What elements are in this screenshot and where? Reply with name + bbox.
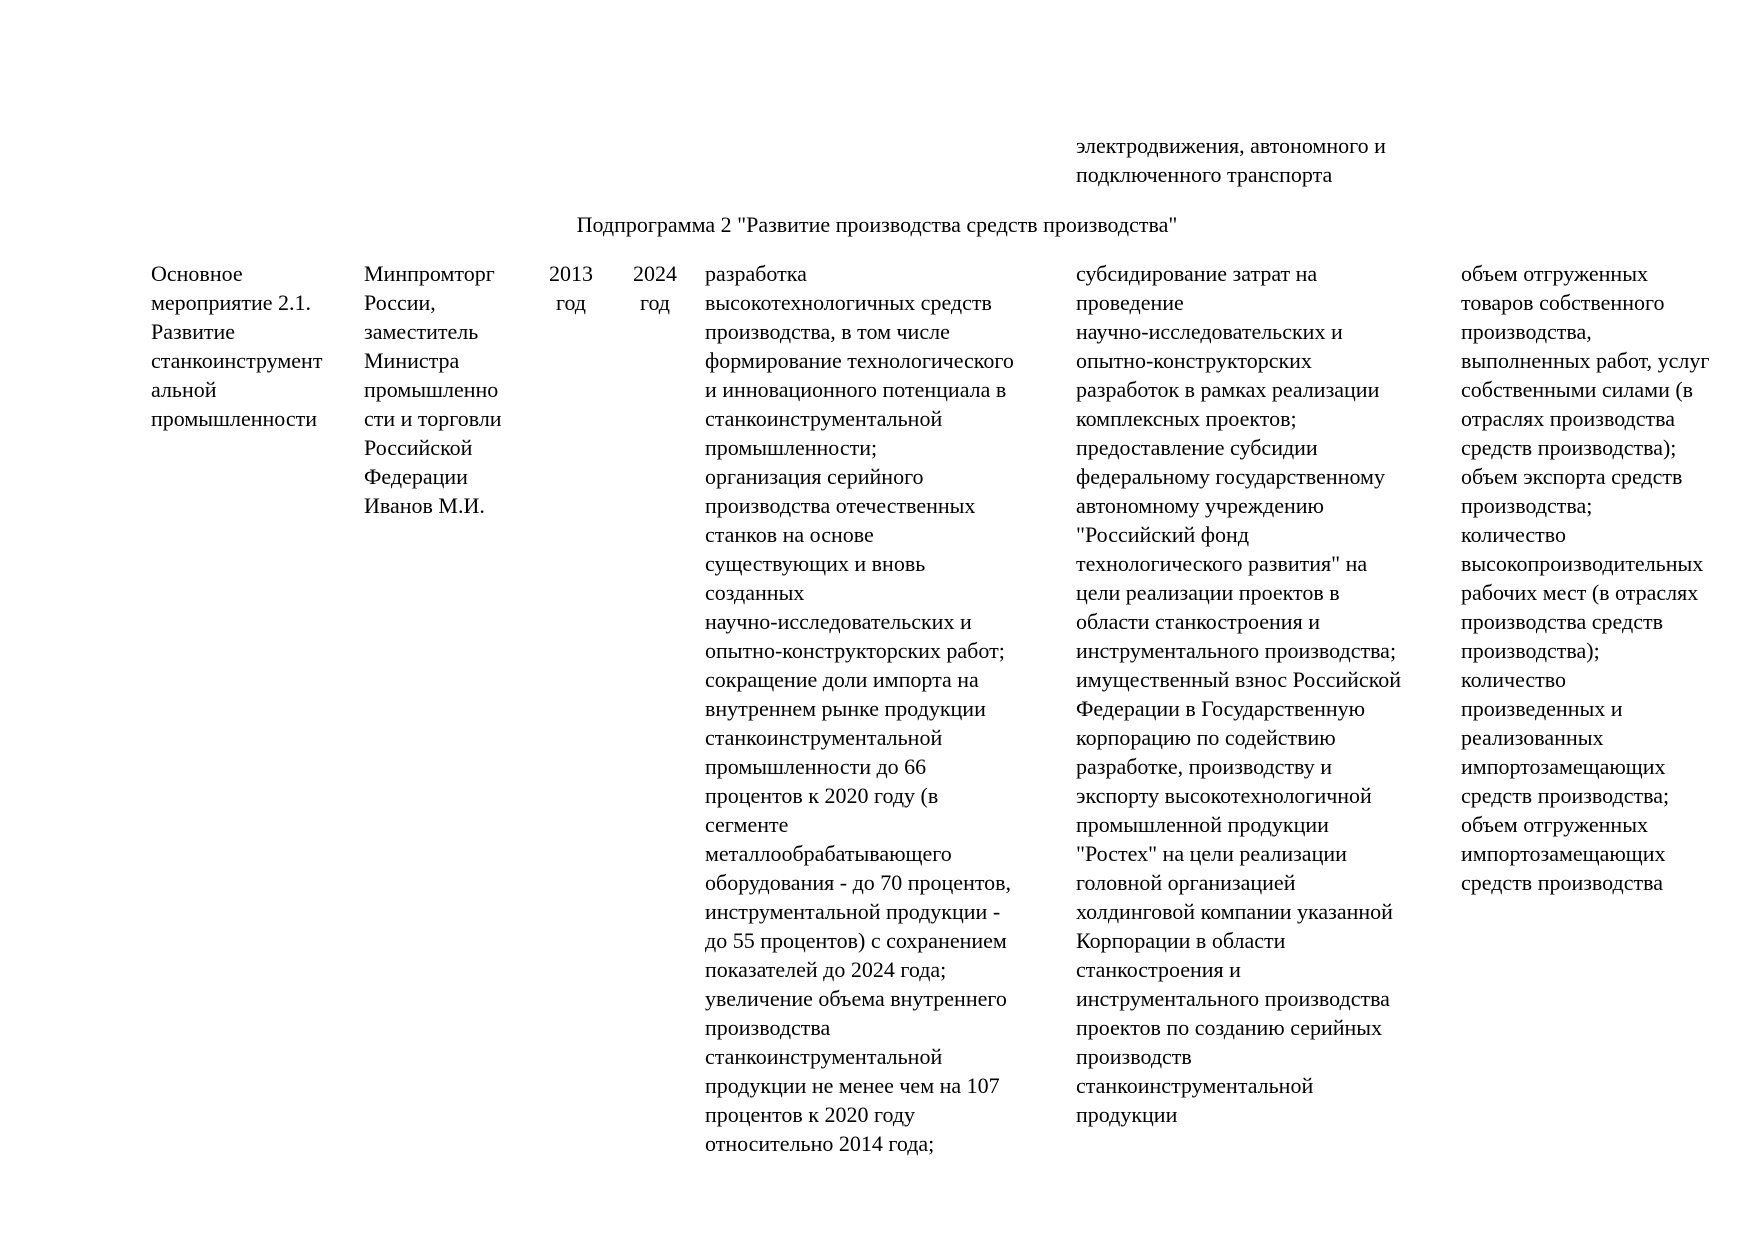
text-line: продукции bbox=[1076, 1102, 1178, 1127]
text-line: станкоинструментальной bbox=[705, 406, 943, 431]
text-line: объем отгруженных bbox=[1461, 261, 1648, 286]
event-cell bbox=[151, 259, 322, 433]
text-line: области станкостроения и bbox=[1076, 609, 1320, 634]
text-line: электродвижения, автономного и bbox=[1076, 133, 1386, 158]
text-line: комплексных проектов; bbox=[1076, 406, 1297, 431]
text-line: промышленной продукции bbox=[1076, 812, 1329, 837]
text-line: производства); bbox=[1461, 638, 1600, 663]
text-line: Минпромторг bbox=[364, 261, 495, 286]
end-year-cell bbox=[630, 259, 680, 317]
text-line: импортозамещающих bbox=[1461, 841, 1666, 866]
text-line: промышленности до 66 bbox=[705, 754, 927, 779]
text-line: отраслях производства bbox=[1461, 406, 1675, 431]
text-line: товаров собственного bbox=[1461, 290, 1665, 315]
text-line: процентов к 2020 году (в bbox=[705, 783, 939, 808]
text-line: высокопроизводительных bbox=[1461, 551, 1704, 576]
text-line: опытно-конструкторских работ; bbox=[705, 638, 1005, 663]
text-line: увеличение объема внутреннего bbox=[705, 986, 1007, 1011]
expected-result-cell bbox=[705, 259, 1014, 1158]
text-line: цели реализации проектов в bbox=[1076, 580, 1340, 605]
text-line: производства, в том числе bbox=[705, 319, 950, 344]
text-line: относительно 2014 года; bbox=[705, 1131, 935, 1156]
text-line: Развитие bbox=[151, 319, 236, 344]
text-line: Основное bbox=[151, 261, 243, 286]
text-line: России, bbox=[364, 290, 436, 315]
text-line: продукции не менее чем на 107 bbox=[705, 1073, 1000, 1098]
text-line: Иванов М.И. bbox=[364, 493, 485, 518]
text-line: произведенных и bbox=[1461, 696, 1623, 721]
text-line: год bbox=[555, 290, 587, 315]
text-line: инструментального производства; bbox=[1076, 638, 1397, 663]
text-line: производства; bbox=[1461, 493, 1593, 518]
text-line: промышленно bbox=[364, 377, 499, 402]
text-line: заместитель bbox=[364, 319, 479, 344]
text-line: "Ростех" на цели реализации bbox=[1076, 841, 1347, 866]
text-line: головной организацией bbox=[1076, 870, 1296, 895]
text-line: станкостроения и bbox=[1076, 957, 1241, 982]
text-line: производства, bbox=[1461, 319, 1592, 344]
text-line: станкоинструментальной bbox=[705, 1044, 943, 1069]
text-line: инструментального производства bbox=[1076, 986, 1390, 1011]
start-year-cell bbox=[546, 259, 596, 317]
text-line: инструментальной продукции - bbox=[705, 899, 1001, 924]
text-line: организация серийного bbox=[705, 464, 924, 489]
text-line: рабочих мест (в отраслях bbox=[1461, 580, 1699, 605]
text-line: объем экспорта средств bbox=[1461, 464, 1683, 489]
carryover-text bbox=[1076, 131, 1386, 189]
text-line: и инновационного потенциала в bbox=[705, 377, 1007, 402]
text-line: Федерации в Государственную bbox=[1076, 696, 1366, 721]
text-line: субсидирование затрат на bbox=[1076, 261, 1318, 286]
text-line: до 55 процентов) с сохранением bbox=[705, 928, 1007, 953]
text-line: год bbox=[639, 290, 671, 315]
text-line: высокотехнологичных средств bbox=[705, 290, 992, 315]
text-line: разработок в рамках реализации bbox=[1076, 377, 1380, 402]
text-line: средств производства bbox=[1461, 870, 1663, 895]
text-line: выполненных работ, услуг bbox=[1461, 348, 1710, 373]
text-line: производства bbox=[705, 1015, 831, 1040]
responsible-cell bbox=[364, 259, 502, 520]
text-line: существующих и вновь bbox=[705, 551, 926, 576]
text-line: Корпорации в области bbox=[1076, 928, 1286, 953]
text-line: разработке, производству и bbox=[1076, 754, 1332, 779]
text-line: внутреннем рынке продукции bbox=[705, 696, 986, 721]
text-line: количество bbox=[1461, 522, 1567, 547]
text-line: опытно-конструкторских bbox=[1076, 348, 1312, 373]
text-line: Российской bbox=[364, 435, 473, 460]
text-line: собственными силами (в bbox=[1461, 377, 1694, 402]
text-line: промышленности bbox=[151, 406, 317, 431]
text-line: мероприятие 2.1. bbox=[151, 290, 312, 315]
text-line: средств производства; bbox=[1461, 783, 1670, 808]
text-line: объем отгруженных bbox=[1461, 812, 1648, 837]
text-line: холдинговой компании указанной bbox=[1076, 899, 1393, 924]
text-line: корпорацию по содействию bbox=[1076, 725, 1336, 750]
text-line: сти и торговли bbox=[364, 406, 502, 431]
text-line: формирование технологического bbox=[705, 348, 1014, 373]
text-line: производства отечественных bbox=[705, 493, 976, 518]
text-line: Министра bbox=[364, 348, 460, 373]
text-line: металлообрабатывающего bbox=[705, 841, 952, 866]
text-line: "Российский фонд bbox=[1076, 522, 1250, 547]
text-line: 2024 bbox=[633, 261, 677, 286]
text-line: производства средств bbox=[1461, 609, 1663, 634]
text-line: технологического развития" на bbox=[1076, 551, 1368, 576]
text-line: средств производства); bbox=[1461, 435, 1677, 460]
text-line: количество bbox=[1461, 667, 1567, 692]
text-line: станкоинструмент bbox=[151, 348, 323, 373]
text-line: проектов по созданию серийных bbox=[1076, 1015, 1383, 1040]
text-line: разработка bbox=[705, 261, 807, 286]
text-line: федеральному государственному bbox=[1076, 464, 1385, 489]
text-line: экспорту высокотехнологичной bbox=[1076, 783, 1372, 808]
text-line: сокращение доли импорта на bbox=[705, 667, 979, 692]
text-line: процентов к 2020 году bbox=[705, 1102, 916, 1127]
text-line: 2013 bbox=[549, 261, 593, 286]
main-directions-cell bbox=[1076, 259, 1401, 1129]
text-line: созданных bbox=[705, 580, 805, 605]
text-line: оборудования - до 70 процентов, bbox=[705, 870, 1012, 895]
text-line: имущественный взнос Российской bbox=[1076, 667, 1402, 692]
text-line: проведение bbox=[1076, 290, 1184, 315]
text-line: научно-исследовательских и bbox=[705, 609, 972, 634]
text-line: станков на основе bbox=[705, 522, 874, 547]
text-line: автономному учреждению bbox=[1076, 493, 1324, 518]
text-line: научно-исследовательских и bbox=[1076, 319, 1343, 344]
subprogram-title: Подпрограмма 2 "Развитие производства средств производства" bbox=[576, 212, 1178, 237]
text-line: предоставление субсидии bbox=[1076, 435, 1318, 460]
text-line: альной bbox=[151, 377, 217, 402]
text-line: станкоинструментальной bbox=[1076, 1073, 1314, 1098]
indicators-cell bbox=[1461, 259, 1709, 897]
text-line: промышленности; bbox=[705, 435, 878, 460]
text-line: показателей до 2024 года; bbox=[705, 957, 947, 982]
text-line: импортозамещающих bbox=[1461, 754, 1666, 779]
text-line: производств bbox=[1076, 1044, 1192, 1069]
text-line: подключенного транспорта bbox=[1076, 162, 1333, 187]
text-line: сегменте bbox=[705, 812, 789, 837]
text-line: станкоинструментальной bbox=[705, 725, 943, 750]
text-line: реализованных bbox=[1461, 725, 1604, 750]
text-line: Федерации bbox=[364, 464, 468, 489]
